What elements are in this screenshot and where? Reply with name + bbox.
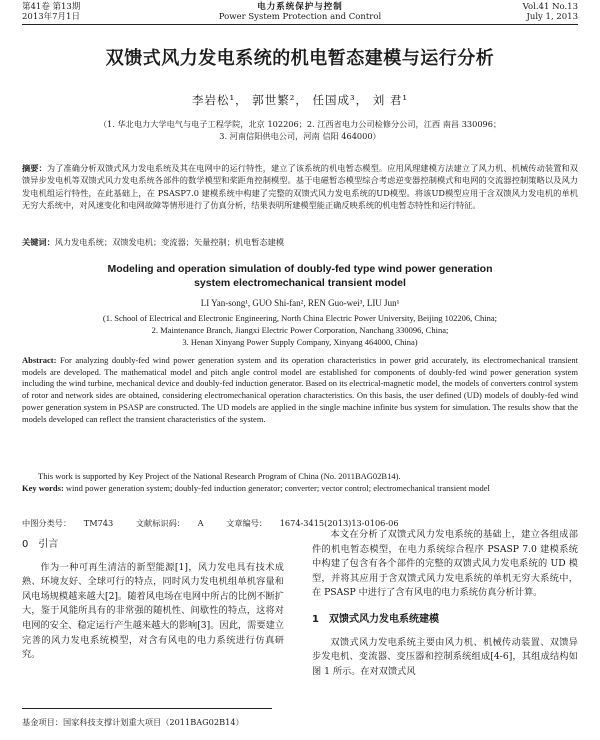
doc-label: 文献标识码： — [135, 518, 185, 528]
paper-title-cn: 双馈式风力发电系统的机电暂态建模与运行分析 — [105, 48, 495, 69]
title-en-line: system electromechanical transient model — [194, 277, 406, 289]
keywords-en-label: Key words: — [22, 483, 64, 493]
keywords-en-text: wind power generation system; doubly-fed induction generator; converter; vector control; electromechanical transient model — [65, 483, 490, 493]
date-en: July 1, 2013 — [526, 12, 578, 22]
authors-en: LI Yan-song¹, GUO Shi-fan², REN Guo-wei³, LIU Jun¹ — [200, 298, 400, 308]
header-center — [22, 2, 578, 22]
affiliation-cn-line: （1. 华北电力大学电气与电子工程学院，北京 102206；2. 江西省电力公司检修分公司，江西 南昌 330096； — [98, 119, 502, 129]
left-column — [22, 538, 284, 663]
affiliation-en-line: 3. Henan Xinyang Power Supply Company, Xinyang 464000, China) — [182, 337, 418, 347]
article-value: 1674-3415(2013)13-0106-06 — [279, 518, 399, 528]
article-label: 文章编号： — [226, 518, 268, 528]
abstract-cn — [22, 162, 578, 212]
intro-paragraph-1: 作为一种可再生清洁的新型能源[1]，风力发电具有技术成熟、环境友好、全球可行的特点，同时风力发电机组单机容量和风电场规模越来越大[2]。随着风电场在电网中所占的比例不断扩大，鉴于风能所具有的非常强的随机性、间歇性的特点，这将对电网的安全、稳定运行产生越来越大的影响[3]。因此，需要建立完善的风力发电系统模型，对含有风电的电力系统进行仿真研究。 — [22, 561, 284, 661]
affiliation-en-line: 2. Maintenance Branch, Jiangxi Electric Power Corporation, Nanchang 330096, China; — [151, 325, 449, 335]
volume-issue-cn: 第41卷 第13期 — [22, 2, 81, 12]
affiliation-en-line: (1. School of Electrical and Electronic Engineering, North China Electric Power University, Beijing 102206, China; — [102, 313, 498, 323]
keywords-cn — [22, 236, 578, 248]
intro-heading: 0 引言 — [22, 539, 59, 550]
keywords-en — [22, 483, 578, 495]
funding-footnote: 基金项目：国家科技支撑计划重大项目（2011BAG02B14） — [22, 708, 272, 728]
affiliation-cn-line: 3. 河南信阳供电公司，河南 信阳 464000） — [219, 131, 381, 141]
volume-issue-en: Vol.41 No.13 — [522, 2, 578, 12]
abstract-en-label: Abstract: — [22, 355, 57, 365]
abstract-cn-label: 摘要： — [22, 163, 47, 173]
right-column — [312, 528, 578, 679]
paper-title-en — [40, 262, 560, 290]
affiliation-cn — [40, 118, 560, 142]
intro-paragraph-2: 本文在分析了双馈式风力发电系统的基础上，建立各组成部件的机电暂态模型，在电力系统综合程序 PSASP 7.0 建模系统中构建了包含有各个部件的完整的双馈式风力发电系统的 UD 模型，并将其应用于含双馈式风力发电系统的单机无穷大系统中，在 PSASP 中进行了含有风电的电力系统仿真分析计算。 — [312, 529, 578, 599]
section-1-heading: 1 双馈式风力发电系统建模 — [312, 613, 439, 625]
document-code — [136, 518, 214, 528]
clc-value: TM743 — [83, 518, 114, 528]
abstract-cn-text: 为了准确分析双馈式风力发电系统及其在电网中的运行特性，建立了该系统的机电暂态模型。应用风理建模方法建立了风力机、机械传动装置和双馈异步发电机等双馈式风力发电系统各部件的数学模型和桨距角控制模型。基于电磁暂态模型综合考虑逆变器控制模式和电网的交流器控制策略以及风力发电机组运行特性，在此基础上，在 PSASP7.0 建模系统中构建了完整的双馈式风力发电系统的UD模型。将该UD模型应用于含双馈风力发电机的单机无穷大系统中，对风速变化和电网故障等情形进行了仿真分析，结果表明所建模型能正确反映系统的机电暂态特性和运行特征。 — [22, 163, 578, 211]
abstract-en — [22, 355, 578, 425]
clc-number — [22, 518, 123, 528]
authors-cn: 李岩松¹， 郭世繁²， 任国成³， 刘 君¹ — [191, 93, 409, 107]
affiliation-en — [30, 312, 570, 348]
title-en-line: Modeling and operation simulation of doubly-fed type wind power generation — [107, 263, 493, 275]
section-1-paragraph: 双馈式风力发电系统主要由风力机、机械传动装置、双馈异步发电机、变流器、变压器和控制系统组成[4-6]，其组成结构如图 1 所示。在对双馈式风 — [312, 636, 578, 677]
article-number — [226, 518, 408, 528]
journal-header — [22, 0, 578, 25]
date-cn: 2013年7月1日 — [22, 12, 80, 22]
keywords-cn-label: 关键词： — [22, 237, 55, 247]
header-right — [523, 2, 578, 22]
journal-name-cn: 电力系统保护与控制 — [257, 2, 343, 12]
keywords-cn-text: 风力发电系统；双馈发电机；变流器；矢量控制；机电暂态建模 — [54, 237, 285, 247]
doc-value: A — [197, 518, 204, 528]
clc-label: 中图分类号： — [22, 518, 72, 528]
funding-en: This work is supported by Key Project of the National Research Program of China (No. 2011BAG02B14). — [38, 471, 401, 481]
abstract-en-text: For analyzing doubly-fed wind power generation system and its operation characteristics in power grid accurately, its electromechanical transient models are developed. The mathematical model and pitch angle control model are established for components of doubly-fed wind power generation system including the wind turbine, mechanical device and doubly-fed induction generator. Based on its electrical-magnetic model, the models of converters control system of rotor and network sides are obtained, considering electromechanical operation characteristics. On this basis, the user defined (UD) models of doubly-fed wind power generation system in PSASP are constructed. The UD models are applied in the single machine infinite bus system for simulation. The results show that the models developed can reflect the transient characteristics of the system. — [22, 355, 578, 424]
journal-name-en: Power System Protection and Control — [218, 12, 382, 22]
